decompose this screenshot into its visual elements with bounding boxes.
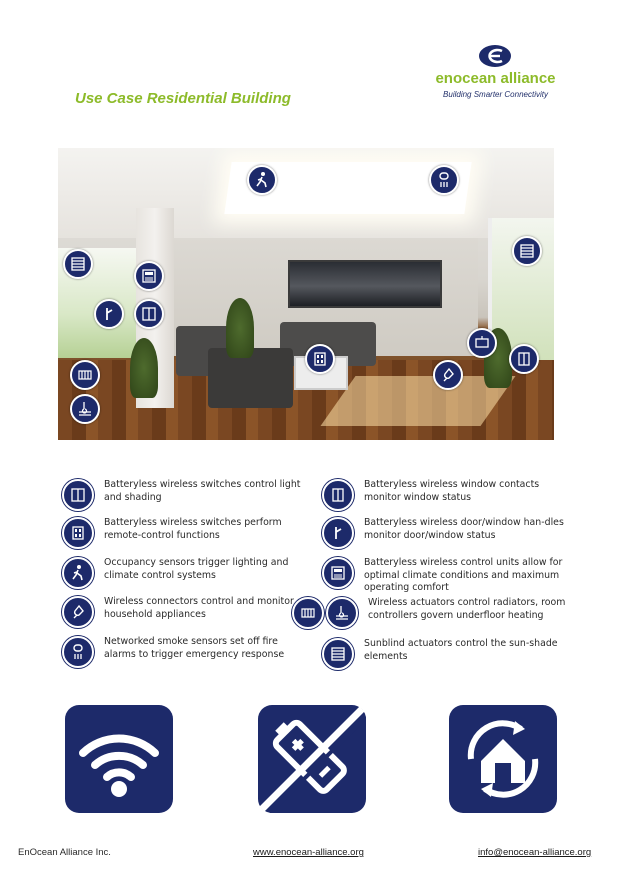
floor-heating-icon <box>326 597 358 629</box>
feature-item <box>62 596 304 628</box>
control-unit-icon <box>467 328 497 358</box>
website-link[interactable]: www.enocean-alliance.org <box>253 847 364 858</box>
window-handle-icon <box>322 517 354 549</box>
control-unit-icon <box>322 557 354 589</box>
feature-text: Occupancy sensors trigger lighting and climate control systems <box>104 557 289 581</box>
feature-text: Batteryless wireless door/window han-dles monitor door/window status <box>364 517 564 541</box>
floor-heating-icon <box>70 394 100 424</box>
sunblind-icon <box>512 236 542 266</box>
sunblind-icon <box>322 638 354 670</box>
feature-text: Batteryless wireless switches control light and shading <box>104 479 301 503</box>
feature-item <box>322 479 564 511</box>
feature-item <box>62 517 304 549</box>
feature-text: Wireless actuators control radiators, room controllers govern underfloor heating <box>368 597 566 621</box>
no-battery-icon <box>258 705 366 813</box>
logo-brand: enocean alliance <box>435 70 556 87</box>
remote-switch-icon <box>62 517 94 549</box>
feature-item <box>62 479 304 511</box>
plug-icon <box>433 360 463 390</box>
window-handle-icon <box>94 299 124 329</box>
enocean-logo-mark-icon <box>478 44 512 68</box>
feature-text: Sunblind actuators control the sun-shade elements <box>364 638 558 662</box>
company-name: EnOcean Alliance Inc. <box>18 847 111 858</box>
enocean-logo <box>428 44 563 106</box>
occupancy-sensor-icon <box>247 165 277 195</box>
feature-text: Batteryless wireless switches perform remote-control functions <box>104 517 282 541</box>
feature-text: Batteryless wireless control units allow for optimal climate conditions and maximum operating comfort <box>364 557 563 593</box>
feature-item <box>322 517 564 549</box>
feature-item <box>322 557 564 595</box>
window-contact-icon <box>322 479 354 511</box>
feature-item <box>62 557 304 589</box>
feature-text: Wireless connectors control and monitor household appliances <box>104 596 294 620</box>
feature-item <box>322 638 564 670</box>
page-title: Use Case Residential Building <box>75 90 291 107</box>
wireless-signal-icon <box>65 705 173 813</box>
light-switch-icon <box>134 299 164 329</box>
radiator-thermostat-icon <box>292 597 324 629</box>
feature-text: Networked smoke sensors set off fire alarms to trigger emergency response <box>104 636 285 660</box>
plug-icon <box>62 596 94 628</box>
living-room-photo <box>58 148 554 440</box>
energy-harvesting-home-icon <box>449 705 557 813</box>
light-switch-icon <box>62 479 94 511</box>
control-unit-icon <box>134 261 164 291</box>
no-battery-tile <box>258 705 366 813</box>
smoke-sensor-icon <box>62 636 94 668</box>
feature-text: Batteryless wireless window contacts monitor window status <box>364 479 540 503</box>
smoke-sensor-icon <box>429 165 459 195</box>
logo-tagline: Building Smarter Connectivity <box>443 90 548 99</box>
city-skyline-artwork <box>288 260 442 308</box>
feature-item <box>292 597 568 629</box>
window-contact-icon <box>509 344 539 374</box>
energy-harvesting-tile <box>449 705 557 813</box>
occupancy-sensor-icon <box>62 557 94 589</box>
email-link[interactable]: info@enocean-alliance.org <box>478 847 592 858</box>
sunblind-icon <box>63 249 93 279</box>
radiator-thermostat-icon <box>70 360 100 390</box>
wireless-signal-tile <box>65 705 173 813</box>
feature-item <box>62 636 304 668</box>
remote-switch-icon <box>305 344 335 374</box>
